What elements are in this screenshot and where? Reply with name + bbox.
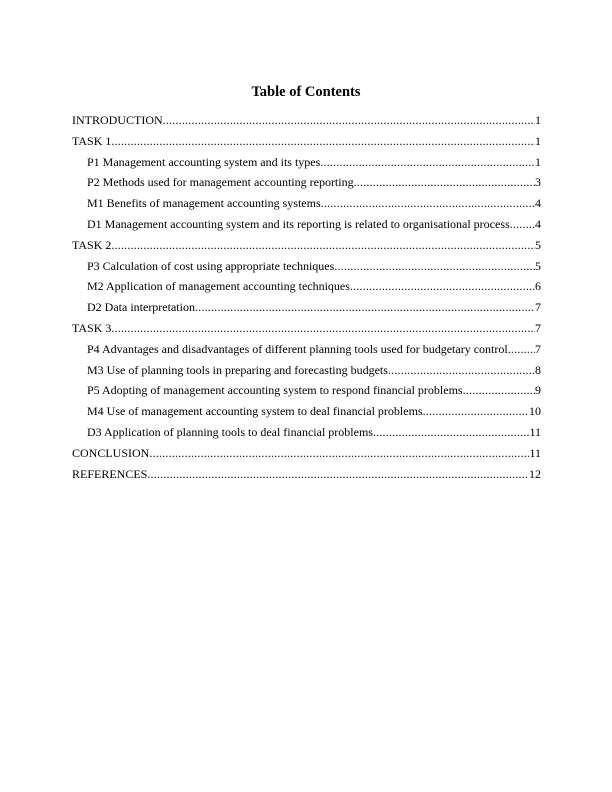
toc-dot-leader (334, 259, 535, 273)
toc-entry-text: P1 Management accounting system and its types (87, 154, 321, 169)
toc-page-number: 7 (535, 320, 541, 335)
toc-dot-leader (423, 404, 529, 418)
toc-page-number: 11 (529, 424, 541, 439)
toc-entry-text: CONCLUSION (72, 445, 150, 460)
toc-page-number: 10 (529, 404, 541, 419)
toc-dot-leader (463, 383, 535, 397)
toc-entry[interactable] (72, 467, 541, 488)
toc-subentry[interactable] (72, 259, 541, 280)
toc-entry-text: P5 Adopting of management accounting system to respond financial problems (87, 383, 463, 398)
toc-subentry[interactable] (72, 404, 541, 425)
toc-subentry[interactable] (72, 363, 541, 384)
toc-entry-text: M1 Benefits of management accounting systems (87, 196, 321, 211)
toc-dot-leader (111, 238, 535, 252)
toc-subentry[interactable] (72, 383, 541, 404)
toc-subentry[interactable] (72, 425, 541, 446)
toc-page-number: 11 (529, 445, 541, 460)
toc-page-number: 1 (535, 133, 541, 148)
toc-dot-leader (321, 196, 535, 210)
toc-dot-leader (350, 279, 535, 293)
toc-page-number: 1 (535, 154, 541, 169)
toc-entry-text: D1 Management accounting system and its reporting is related to organisational process (87, 216, 510, 231)
toc-entry-text: REFERENCES (72, 466, 148, 481)
toc-entry-text: P2 Methods used for management accounting reporting (87, 175, 354, 190)
toc-page-number: 6 (535, 279, 541, 294)
toc-title: Table of Contents (251, 84, 361, 100)
toc-entry-text: TASK 3 (72, 320, 112, 335)
toc-dot-leader (147, 467, 529, 481)
toc-subentry[interactable] (72, 155, 541, 176)
toc-subentry[interactable] (72, 217, 541, 238)
toc-dot-leader (149, 446, 529, 460)
toc-page-number: 9 (535, 383, 541, 398)
toc-subentry[interactable] (72, 175, 541, 196)
toc-dot-leader (320, 155, 535, 169)
toc-page-number: 7 (535, 341, 541, 356)
toc-subentry[interactable] (72, 279, 541, 300)
toc-dot-leader (195, 300, 535, 314)
toc-list (72, 113, 541, 487)
toc-page-number: 4 (535, 216, 541, 231)
toc-page-number: 8 (535, 362, 541, 377)
toc-page-number: 4 (535, 196, 541, 211)
toc-dot-leader (111, 321, 535, 335)
toc-dot-leader (354, 175, 535, 189)
toc-entry[interactable] (72, 321, 541, 342)
toc-entry-text: M3 Use of planning tools in preparing and forecasting budgets (87, 362, 388, 377)
toc-dot-leader (163, 113, 535, 127)
toc-entry[interactable] (72, 238, 541, 259)
toc-page-number: 1 (535, 113, 541, 127)
toc-entry[interactable] (72, 113, 541, 134)
toc-dot-leader (508, 342, 535, 356)
toc-entry-text: M2 Application of management accounting techniques (87, 279, 350, 294)
toc-subentry[interactable] (72, 300, 541, 321)
toc-page-number: 7 (535, 300, 541, 315)
toc-entry-text: M4 Use of management accounting system to deal financial problems (87, 404, 423, 419)
toc-entry-text: P4 Advantages and disadvantages of different planning tools used for budgetary control (87, 341, 508, 356)
toc-dot-leader (111, 134, 535, 148)
toc-dot-leader (373, 425, 529, 439)
toc-entry[interactable] (72, 134, 541, 155)
toc-entry-text: P3 Calculation of cost using appropriate techniques (87, 258, 335, 273)
toc-dot-leader (510, 217, 535, 231)
toc-page-number: 12 (529, 466, 541, 481)
toc-entry[interactable] (72, 446, 541, 467)
toc-dot-leader (388, 363, 535, 377)
toc-subentry[interactable] (72, 342, 541, 363)
toc-page-number: 5 (535, 258, 541, 273)
toc-page-number: 3 (535, 175, 541, 190)
toc-entry-text: D2 Data interpretation (87, 300, 195, 315)
toc-entry-text: INTRODUCTION (72, 113, 163, 127)
toc-entry-text: TASK 2 (72, 237, 112, 252)
toc-page-number: 5 (535, 237, 541, 252)
toc-entry-text: TASK 1 (72, 133, 112, 148)
toc-subentry[interactable] (72, 196, 541, 217)
toc-entry-text: D3 Application of planning tools to deal financial problems (87, 424, 373, 439)
